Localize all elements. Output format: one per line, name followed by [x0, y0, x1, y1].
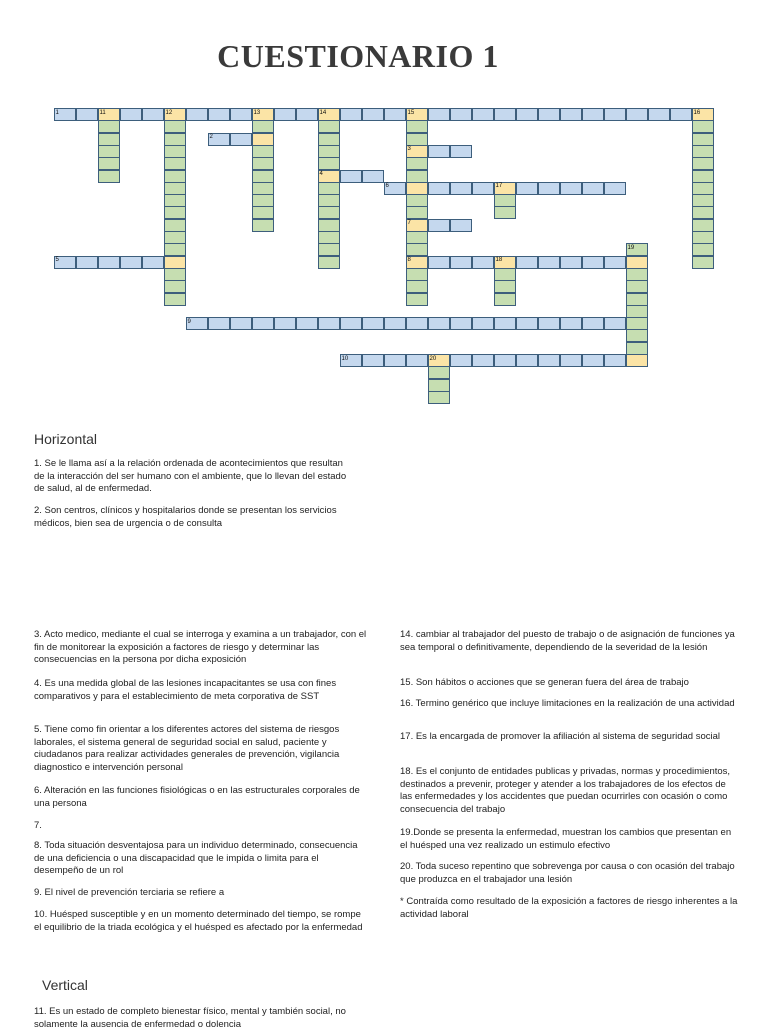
crossword-cell[interactable] [450, 108, 472, 121]
crossword-cell[interactable] [692, 243, 714, 256]
crossword-cell[interactable] [406, 231, 428, 244]
clue-number-5: 5 [55, 257, 59, 264]
clue-number-19: 19 [627, 244, 635, 251]
crossword-cell[interactable] [472, 354, 494, 367]
crossword-cell[interactable] [582, 108, 604, 121]
crossword-cell[interactable] [692, 194, 714, 207]
crossword-cell[interactable] [274, 108, 296, 121]
page-title: CUESTIONARIO 1 [217, 38, 499, 74]
crossword-cell[interactable] [142, 256, 164, 269]
crossword-cell[interactable] [494, 354, 516, 367]
clue-20: 20. Toda suceso repentino que sobrevenga por causa o con ocasión del trabajo que produzca en el trabajador una lesión [400, 861, 735, 885]
crossword-cell[interactable] [318, 194, 340, 207]
crossword-cell[interactable] [582, 182, 604, 195]
crossword-cell[interactable] [164, 231, 186, 244]
clue-9: 9. El nivel de prevención terciaria se refiere a [34, 887, 225, 898]
crossword-cell[interactable] [582, 256, 604, 269]
crossword-cell[interactable] [318, 256, 340, 269]
crossword-cell[interactable] [428, 256, 450, 269]
crossword-cell[interactable] [406, 268, 428, 281]
crossword-cell[interactable] [560, 108, 582, 121]
crossword-cell[interactable] [472, 256, 494, 269]
crossword-cell[interactable] [626, 342, 648, 355]
crossword-cell[interactable] [318, 145, 340, 158]
clue-number-3: 3 [407, 146, 411, 153]
crossword-cell[interactable] [252, 120, 274, 133]
crossword-cell[interactable] [164, 280, 186, 293]
crossword-cell[interactable] [450, 182, 472, 195]
crossword-cell[interactable] [582, 354, 604, 367]
clue-number-8: 8 [407, 257, 411, 264]
crossword-cell[interactable] [538, 354, 560, 367]
crossword-cell[interactable] [406, 317, 428, 330]
crossword-cell[interactable] [692, 206, 714, 219]
crossword-cell[interactable] [604, 317, 626, 330]
crossword-cell[interactable] [494, 108, 516, 121]
crossword-cell[interactable] [120, 108, 142, 121]
crossword-cell[interactable] [538, 256, 560, 269]
crossword-cell[interactable] [604, 182, 626, 195]
crossword-cell[interactable] [98, 170, 120, 183]
crossword-cell[interactable] [626, 317, 648, 330]
clue-19: 19.Donde se presenta la enfermedad, muestran los cambios que presentan en el huésped una vez realizado un estimulo efectivo [400, 827, 732, 851]
crossword-cell[interactable] [428, 317, 450, 330]
crossword-cell[interactable] [472, 317, 494, 330]
crossword-cell[interactable] [692, 219, 714, 232]
clue-number-11: 11 [99, 109, 106, 116]
crossword-cell[interactable] [186, 108, 208, 121]
crossword-cell[interactable] [252, 317, 274, 330]
crossword-cell[interactable] [318, 157, 340, 170]
clue-8: 8. Toda situación desventajosa para un individuo determinado, consecuencia de una deficiencia o una discapacidad que le impida o limita para el desempeño de un rol [34, 840, 358, 877]
crossword-cell[interactable] [560, 182, 582, 195]
crossword-cell[interactable] [164, 120, 186, 133]
clue-15: 15. Son hábitos o acciones que se generan fuera del área de trabajo [400, 677, 689, 688]
clue-number-13: 13 [253, 109, 261, 116]
crossword-cell[interactable] [516, 256, 538, 269]
crossword-cell[interactable] [362, 354, 384, 367]
crossword-cell[interactable] [692, 157, 714, 170]
crossword-cell[interactable] [362, 170, 384, 183]
crossword-cell[interactable] [626, 280, 648, 293]
crossword-cell[interactable] [406, 194, 428, 207]
crossword-cell[interactable] [98, 145, 120, 158]
clue-number-10: 10 [341, 355, 349, 362]
crossword-cell[interactable] [450, 219, 472, 232]
crossword-cell[interactable] [406, 120, 428, 133]
crossword-cell[interactable] [340, 170, 362, 183]
crossword-cell[interactable] [692, 256, 714, 269]
crossword-cell[interactable] [76, 108, 98, 121]
crossword-cell[interactable] [626, 108, 648, 121]
crossword-cell[interactable] [406, 170, 428, 183]
crossword-cell[interactable] [164, 206, 186, 219]
crossword-cell[interactable] [516, 108, 538, 121]
crossword-cell[interactable] [560, 256, 582, 269]
crossword-cell[interactable] [164, 219, 186, 232]
crossword-cell[interactable] [164, 194, 186, 207]
crossword-cell[interactable] [318, 231, 340, 244]
crossword-cell[interactable] [164, 256, 186, 269]
crossword-cell[interactable] [252, 219, 274, 232]
crossword-cell[interactable] [604, 108, 626, 121]
crossword-cell[interactable] [538, 108, 560, 121]
crossword-cell[interactable] [582, 317, 604, 330]
clue-number-17: 17 [495, 183, 503, 190]
crossword-cell[interactable] [98, 120, 120, 133]
crossword-cell[interactable] [428, 366, 450, 379]
crossword-cell[interactable] [450, 256, 472, 269]
crossword-cell[interactable] [406, 293, 428, 306]
clue-17: 17. Es la encargada de promover la afiliación al sistema de seguridad social [400, 731, 721, 742]
crossword-cell[interactable] [164, 268, 186, 281]
clue-3: 3. Acto medico, mediante el cual se interroga y examina a un trabajador, con el fin de monitorear la exposición a factores de riesgo y determinar las consecuencias en la persona por dicha exposición [34, 629, 367, 666]
clue-11: 11. Es un estado de completo bienestar físico, mental y también social, no solamente la ausencia de enfermedad o dolencia [34, 1006, 346, 1030]
crossword-cell[interactable] [230, 317, 252, 330]
crossword-cell[interactable] [406, 206, 428, 219]
crossword-cell[interactable] [164, 293, 186, 306]
crossword-cell[interactable] [626, 354, 648, 367]
crossword-cell[interactable] [538, 317, 560, 330]
crossword-cell[interactable] [318, 243, 340, 256]
crossword-cell[interactable] [472, 108, 494, 121]
crossword-cell[interactable] [252, 157, 274, 170]
crossword-cell[interactable] [318, 182, 340, 195]
crossword-cell[interactable] [318, 317, 340, 330]
crossword-cell[interactable] [450, 354, 472, 367]
crossword-cell[interactable] [494, 317, 516, 330]
crossword-cell[interactable] [692, 120, 714, 133]
crossword-cell[interactable] [626, 293, 648, 306]
crossword-cell[interactable] [626, 268, 648, 281]
clue-18: 18. Es el conjunto de entidades publicas y privadas, normas y procedimientos, destinados a prevenir, proteger y atender a los trabajadores de los efectos de las enfermedades y los accidentes que puedan ocurrirles con ocasión o como consecuencia del trabajo [400, 766, 731, 815]
crossword-cell[interactable] [318, 219, 340, 232]
crossword-cell[interactable] [208, 108, 230, 121]
crossword-cell[interactable] [604, 256, 626, 269]
crossword-cell[interactable] [362, 317, 384, 330]
crossword-cell[interactable] [274, 317, 296, 330]
heading-horizontal: Horizontal [34, 431, 98, 447]
crossword-cell[interactable] [142, 108, 164, 121]
crossword-cell[interactable] [406, 157, 428, 170]
clue-number-9: 9 [187, 318, 191, 325]
crossword-cell[interactable] [406, 133, 428, 146]
crossword-cell[interactable] [252, 133, 274, 146]
crossword-cell[interactable] [626, 329, 648, 342]
crossword-cell[interactable] [450, 145, 472, 158]
crossword-cell[interactable] [318, 133, 340, 146]
clue-number-14: 14 [319, 109, 327, 116]
crossword-cell[interactable] [164, 182, 186, 195]
crossword-cell[interactable] [164, 243, 186, 256]
clue-number-16: 16 [693, 109, 701, 116]
crossword-cell[interactable] [494, 280, 516, 293]
crossword-cell[interactable] [450, 317, 472, 330]
crossword-cell[interactable] [648, 108, 670, 121]
crossword-cell[interactable] [384, 108, 406, 121]
crossword-cell[interactable] [516, 182, 538, 195]
crossword-cell[interactable] [472, 182, 494, 195]
crossword-cell[interactable] [164, 157, 186, 170]
crossword-cell[interactable] [318, 120, 340, 133]
crossword-cell[interactable] [692, 170, 714, 183]
crossword-cell[interactable] [340, 317, 362, 330]
clue-7: 7. [34, 820, 42, 831]
crossword-cell[interactable] [252, 145, 274, 158]
clue-2: 2. Son centros, clínicos y hospitalarios donde se presentan los servicios médicos, bien sea de urgencia o de consulta [34, 505, 337, 529]
crossword-cell[interactable] [494, 268, 516, 281]
clue-10: 10. Huésped susceptible y en un momento determinado del tiempo, se rompe el equilibrio de la triada ecológica y el huésped es afectado por la enfermedad [34, 909, 363, 933]
crossword-cell[interactable] [428, 182, 450, 195]
crossword-cell[interactable] [560, 354, 582, 367]
crossword-cell[interactable] [516, 317, 538, 330]
clue-number-18: 18 [495, 257, 503, 264]
crossword-cell[interactable] [384, 354, 406, 367]
crossword-grid [0, 0, 768, 420]
crossword-cell[interactable] [428, 108, 450, 121]
crossword-cell[interactable] [252, 170, 274, 183]
clue-5: 5. Tiene como fin orientar a los diferentes actores del sistema de riesgos laborales, el sistema general de seguridad social en salud, paciente y ciudadanos para realizar actividades generales de prevención, vigilancia diagnostico e intervención personal [34, 724, 340, 773]
crossword-cell[interactable] [362, 108, 384, 121]
crossword-cell[interactable] [692, 145, 714, 158]
crossword-cell[interactable] [230, 108, 252, 121]
crossword-cell[interactable] [406, 280, 428, 293]
clue-14: 14. cambiar al trabajador del puesto de trabajo o de asignación de funciones ya sea temporal o definitivamente, dependiendo de la severidad de la lesión [400, 629, 735, 653]
crossword-cell[interactable] [406, 182, 428, 195]
crossword-cell[interactable] [318, 206, 340, 219]
crossword-cell[interactable] [98, 256, 120, 269]
crossword-cell[interactable] [164, 133, 186, 146]
crossword-cell[interactable] [406, 354, 428, 367]
crossword-cell[interactable] [296, 317, 318, 330]
crossword-cell[interactable] [516, 354, 538, 367]
crossword-cell[interactable] [604, 354, 626, 367]
crossword-cell[interactable] [76, 256, 98, 269]
crossword-cell[interactable] [494, 206, 516, 219]
crossword-cell[interactable] [428, 219, 450, 232]
crossword-cell[interactable] [406, 243, 428, 256]
clue-star: * Contraída como resultado de la exposición a factores de riesgo inherentes a la actividad laboral [400, 896, 738, 920]
crossword-cell[interactable] [538, 182, 560, 195]
crossword-cell[interactable] [164, 145, 186, 158]
clue-number-4: 4 [319, 171, 323, 177]
clue-1: 1. Se le llama así a la relación ordenada de acontecimientos que resultan de la interacción del ser humano con el ambiente, que lo llevan del estado de salud, al de enfermedad. [34, 458, 347, 495]
clue-number-12: 12 [165, 109, 173, 116]
clue-number-7: 7 [407, 220, 411, 227]
crossword-cell[interactable] [692, 133, 714, 146]
clue-6: 6. Alteración en las funciones fisiológicas o en las estructurales corporales de una persona [34, 785, 360, 809]
crossword-cell[interactable] [626, 256, 648, 269]
crossword-cell[interactable] [560, 317, 582, 330]
clue-number-15: 15 [407, 109, 415, 116]
crossword-cell[interactable] [670, 108, 692, 121]
crossword-cell[interactable] [384, 317, 406, 330]
crossword-cell[interactable] [428, 145, 450, 158]
crossword-cell[interactable] [120, 256, 142, 269]
crossword-cell[interactable] [98, 157, 120, 170]
crossword-cell[interactable] [252, 182, 274, 195]
crossword-cell[interactable] [692, 182, 714, 195]
crossword-cell[interactable] [252, 206, 274, 219]
crossword-cell[interactable] [230, 133, 252, 146]
crossword-cell[interactable] [494, 293, 516, 306]
crossword-cell[interactable] [208, 317, 230, 330]
clue-number-1: 1 [55, 109, 59, 116]
crossword-cell[interactable] [692, 231, 714, 244]
crossword-cell[interactable] [296, 108, 318, 121]
clue-number-6: 6 [385, 183, 389, 190]
crossword-cell[interactable] [626, 305, 648, 318]
crossword-cell[interactable] [428, 379, 450, 392]
crossword-cell[interactable] [340, 108, 362, 121]
crossword-cell[interactable] [98, 133, 120, 146]
heading-vertical: Vertical [42, 977, 88, 993]
crossword-cell[interactable] [164, 170, 186, 183]
clue-4: 4. Es una medida global de las lesiones incapacitantes se usa con fines comparativos y para el establecimiento de meta corporativa de SST [34, 678, 337, 702]
clue-number-2: 2 [209, 134, 213, 141]
clue-number-20: 20 [429, 355, 437, 362]
crossword-cell[interactable] [428, 391, 450, 404]
clue-16: 16. Termino genérico que incluye limitaciones en la realización de una actividad [400, 698, 735, 709]
crossword-cell[interactable] [252, 194, 274, 207]
crossword-cell[interactable] [494, 194, 516, 207]
